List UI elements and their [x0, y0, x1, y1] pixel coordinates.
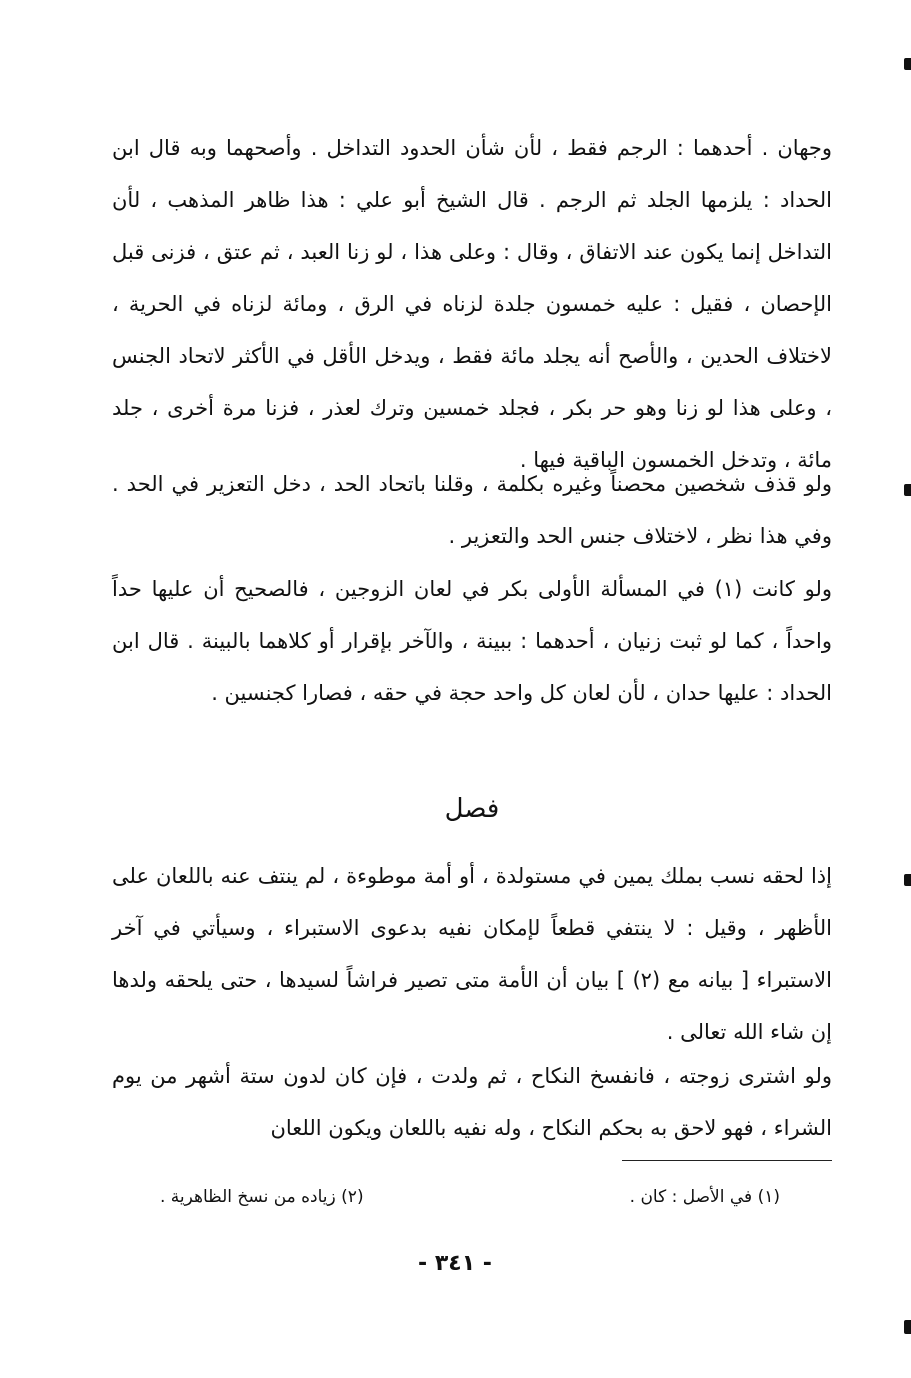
- footnote-divider: [622, 1160, 832, 1161]
- footnote-1: (١) في الأصل : كان .: [629, 1187, 780, 1207]
- paragraph: ولو قذف شخصين محصناً وغيره بكلمة ، وقلنا باتحاد الحد ، دخل التعزير في الحد . وفي هذا نظر ، لاختلاف جنس الحد والتعزير .: [112, 472, 832, 548]
- page-number: - ٣٤١ -: [418, 1251, 492, 1276]
- edge-mark: [904, 874, 911, 886]
- edge-mark: [904, 58, 911, 70]
- paragraph: وجهان . أحدهما : الرجم فقط ، لأن شأن الحدود التداخل . وأصحهما وبه قال ابن الحداد : يلزمها الجلد ثم الرجم . قال الشيخ أبو علي : هذا ظاهر المذهب ، لأن التداخل إنما يكون عند الاتفاق ، وقال : وعلى هذا ، لو زنا العبد ، ثم عتق ، فزنى قبل الإحصان ، فقيل : عليه خمسون جلدة لزناه في الرق ، ومائة لزناه في الحرية ، لاختلاف الحدين ، والأصح أنه يجلد مائة فقط ، ويدخل الأقل في الأكثر لاتحاد الجنس ، وعلى هذا لو زنا وهو حر بكر ، فجلد خمسين وترك لعذر ، فزنا مرة أخرى ، جلد مائة ، وتدخل الخمسون الباقية فيها .: [112, 136, 832, 472]
- footnote-2: (٢) زياده من نسخ الظاهرية .: [160, 1187, 364, 1207]
- edge-mark: [904, 1320, 911, 1334]
- paragraph: ولو كانت (١) في المسألة الأولى بكر في لعان الزوجين ، فالصحيح أن عليها حداً واحداً ، كما لو ثبت زنيان ، أحدهما : ببينة ، والآخر بإقرار أو كلاهما بالبينة . قال ابن الحداد : عليها حدان ، لأن لعان كل واحد حجة في حقه ، فصارا كجنسين .: [112, 577, 832, 705]
- paragraph: ولو اشترى زوجته ، فانفسخ النكاح ، ثم ولدت ، فإن كان لدون ستة أشهر من يوم الشراء ، فهو لاحق به بحكم النكاح ، وله نفيه باللعان ويكون اللعان: [112, 1064, 832, 1140]
- footnotes: [160, 1182, 780, 1212]
- edge-mark: [904, 484, 911, 496]
- paragraph: إذا لحقه نسب بملك يمين في مستولدة ، أو أمة موطوءة ، لم ينتف عنه باللعان على الأظهر ، وقيل : لا ينتفي قطعاً لإمكان نفيه بدعوى الاستبراء ، وسيأتي في آخر الاستبراء [ بيانه مع (٢) ] بيان أن الأمة متى تصير فراشاً لسيدها ، حتى يلحقه ولدها إن شاء الله تعالى .: [112, 864, 832, 1044]
- section-heading: فصل: [444, 794, 500, 824]
